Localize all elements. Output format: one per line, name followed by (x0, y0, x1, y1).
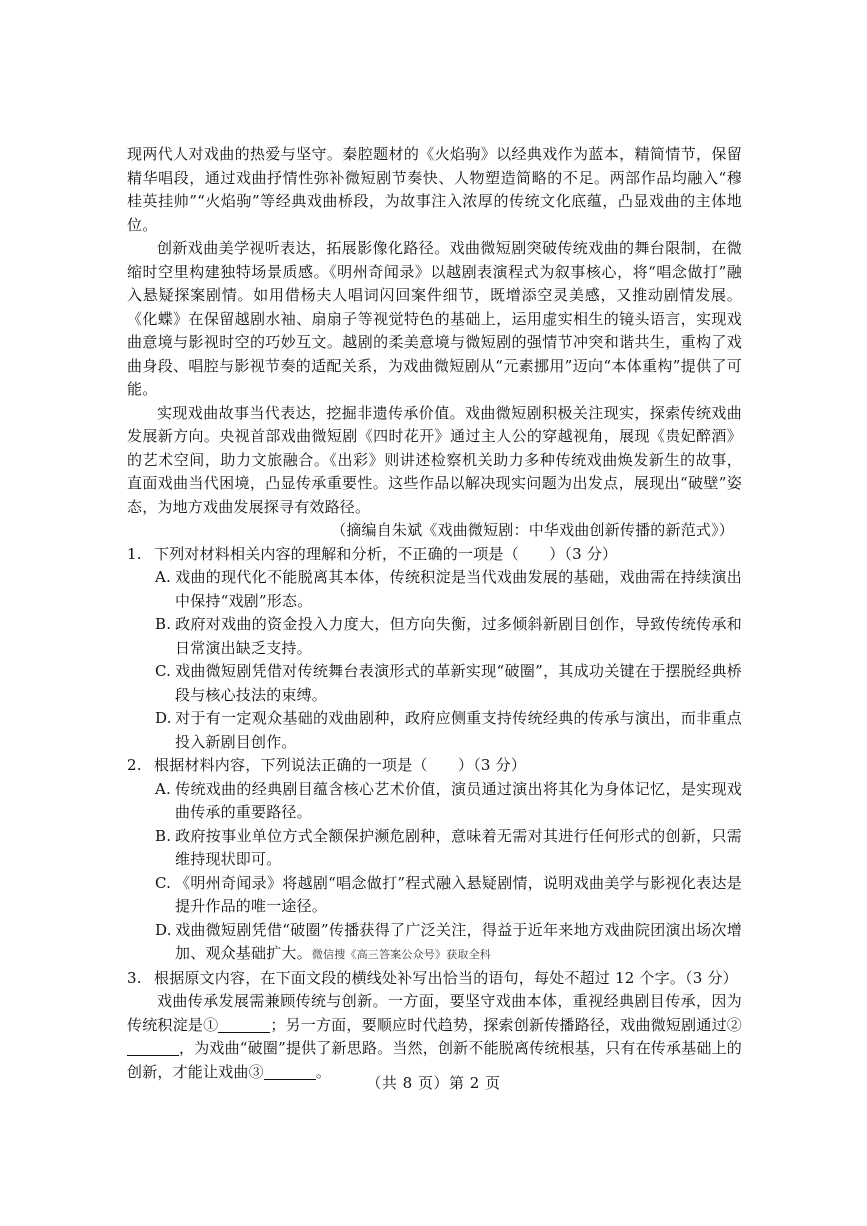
fill-text: 。 (315, 1062, 332, 1081)
option-letter: A. (155, 779, 172, 798)
option-letter: B. (155, 615, 172, 633)
question-stem-text: 根据原文内容，在下面文段的横线处补写出恰当的语句，每处不超过 12 个字。（3 分） (154, 968, 738, 987)
option-c (127, 872, 742, 919)
question-1 (127, 543, 742, 755)
passage-paragraph-2: 创新戏曲美学视听表达，拓展影像化路径。戏曲微短剧突破传统戏曲的舞台限制，在微缩时空里构建独特场景质感。《明州奇闻录》以越剧表演程式为叙事核心，将“唱念做打”融入悬疑探案剧情。如用借杨夫人唱词闪回案件细节，既增添空灵美感，又推动剧情发展。《化蝶》在保留越剧水袖、扇扇子等视觉特色的基础上，运用虚实相生的镜头语言，实现戏曲意境与影视时空的巧妙互文。越剧的柔美意境与微短剧的强情节冲突和谐共生，重构了戏曲身段、唱腔与影视节奏的适配关系，为戏曲微短剧从“元素挪用”迈向“本体重构”提供了可能。 (127, 239, 742, 398)
option-text: 对于有一定观众基础的戏曲剧种，政府应侧重支持传统经典的传承与演出，而非重点投入新剧目创作。 (175, 709, 742, 751)
page-body (127, 143, 742, 1084)
option-d (127, 707, 742, 754)
fill-text: 戏曲传承发展需兼顾传统与创新。一方面，要坚守戏曲本体，重视经典剧目传承，因为传统积淀是 (127, 992, 742, 1034)
question-3-stem (127, 967, 742, 991)
passage-paragraph-1: 现两代人对戏曲的热爱与坚守。秦腔题材的《火焰驹》以经典戏作为蓝本，精简情节，保留精华唱段，通过戏曲抒情性弥补微短剧节奏快、人物塑造简略的不足。两部作品均融入“穆桂英挂帅”“火焰驹”等经典戏曲桥段，为故事注入浓厚的传统文化底蕴，凸显戏曲的主体地位。 (127, 145, 742, 234)
question-number: 3. (127, 968, 142, 987)
blank-marker: ③ (248, 1062, 264, 1081)
option-text: 戏曲的现代化不能脱离其本体，传统积淀是当代戏曲发展的基础，戏曲需在持续演出中保持“戏剧”形态。 (175, 568, 742, 610)
option-letter: C. (155, 873, 172, 892)
option-text: 戏曲微短剧凭借“破圈”传播获得了广泛关注，得益于近年来地方戏曲院团演出场次增加、观众基础扩大。 (175, 920, 742, 962)
option-text: 政府对戏曲的资金投入力度大，但方向失衡，过多倾斜新剧目创作，导致传统传承和日常演出缺乏支持。 (175, 615, 742, 657)
question-number: 2. (127, 756, 142, 774)
option-c (127, 660, 742, 707)
option-a (127, 566, 742, 613)
question-2 (127, 754, 742, 967)
page-footer: （共 8 页）第 2 页 (366, 1074, 501, 1092)
question-number: 1. (127, 544, 142, 563)
question-3 (127, 967, 742, 1085)
watermark-note: 微信搜《高三答案公众号》获取全科 (311, 948, 492, 961)
option-letter: D. (155, 920, 172, 939)
option-text: 传统戏曲的经典剧目蕴含核心艺术价值，演员通过演出将其化为身体记忆，是实现戏曲传承的重要路径。 (175, 779, 742, 821)
option-text: 《明州奇闻录》将越剧“唱念做打”程式融入悬疑剧情，说明戏曲美学与影视化表达是提升作品的唯一途径。 (175, 873, 742, 915)
option-letter: D. (155, 709, 172, 727)
blank-marker: ② (726, 1015, 742, 1034)
option-text: 政府按事业单位方式全额保护濒危剧种，意味着无需对其进行任何形式的创新，只需维持现状即可。 (175, 826, 742, 868)
question-2-stem (127, 754, 742, 778)
option-letter: A. (155, 568, 172, 586)
option-d (127, 919, 742, 967)
question-1-stem (127, 543, 742, 567)
option-letter: B. (155, 826, 172, 845)
option-b (127, 613, 742, 660)
option-letter: C. (155, 662, 172, 680)
blank-marker: ① (203, 1015, 219, 1034)
answer-blank-2[interactable] (127, 1039, 179, 1056)
fill-text: ，为戏曲“破圈”提供了新思路。当然，创新不能脱离传统根基，只有在传承基础上的创新，才能让戏曲 (127, 1039, 742, 1081)
option-text: 戏曲微短剧凭借对传统舞台表演形式的革新实现“破圈”，其成功关键在于摆脱经典桥段与核心技法的束缚。 (175, 662, 742, 704)
question-stem-text: 下列对材料相关内容的理解和分析，不正确的一项是（ ）（3 分） (154, 544, 618, 563)
passage-citation: （摘编自朱斌《戏曲微短剧：中华戏曲创新传播的新范式》） (331, 521, 734, 539)
fill-in-passage (127, 990, 742, 1084)
fill-text: ；另一方面，要顺应时代趋势，探索创新传播路径，戏曲微短剧通过 (270, 1015, 727, 1034)
option-a (127, 778, 742, 825)
question-stem-text: 根据材料内容，下列说法正确的一项是（ ）（3 分） (154, 756, 527, 774)
passage-paragraph-3: 实现戏曲故事当代表达，挖掘非遗传承价值。戏曲微短剧积极关注现实，探索传统戏曲发展新方向。央视首部戏曲微短剧《四时花开》通过主人公的穿越视角，展现《贵妃醉酒》的艺术空间，助力文旅融合。《出彩》则讲述检察机关助力多种传统戏曲焕发新生的故事，直面戏曲当代困境，凸显传承重要性。这些作品以解决现实问题为出发点，展现出“破壁”姿态，为地方戏曲发展探寻有效路径。 (127, 403, 742, 516)
answer-blank-1[interactable] (218, 1016, 270, 1033)
option-b (127, 825, 742, 872)
